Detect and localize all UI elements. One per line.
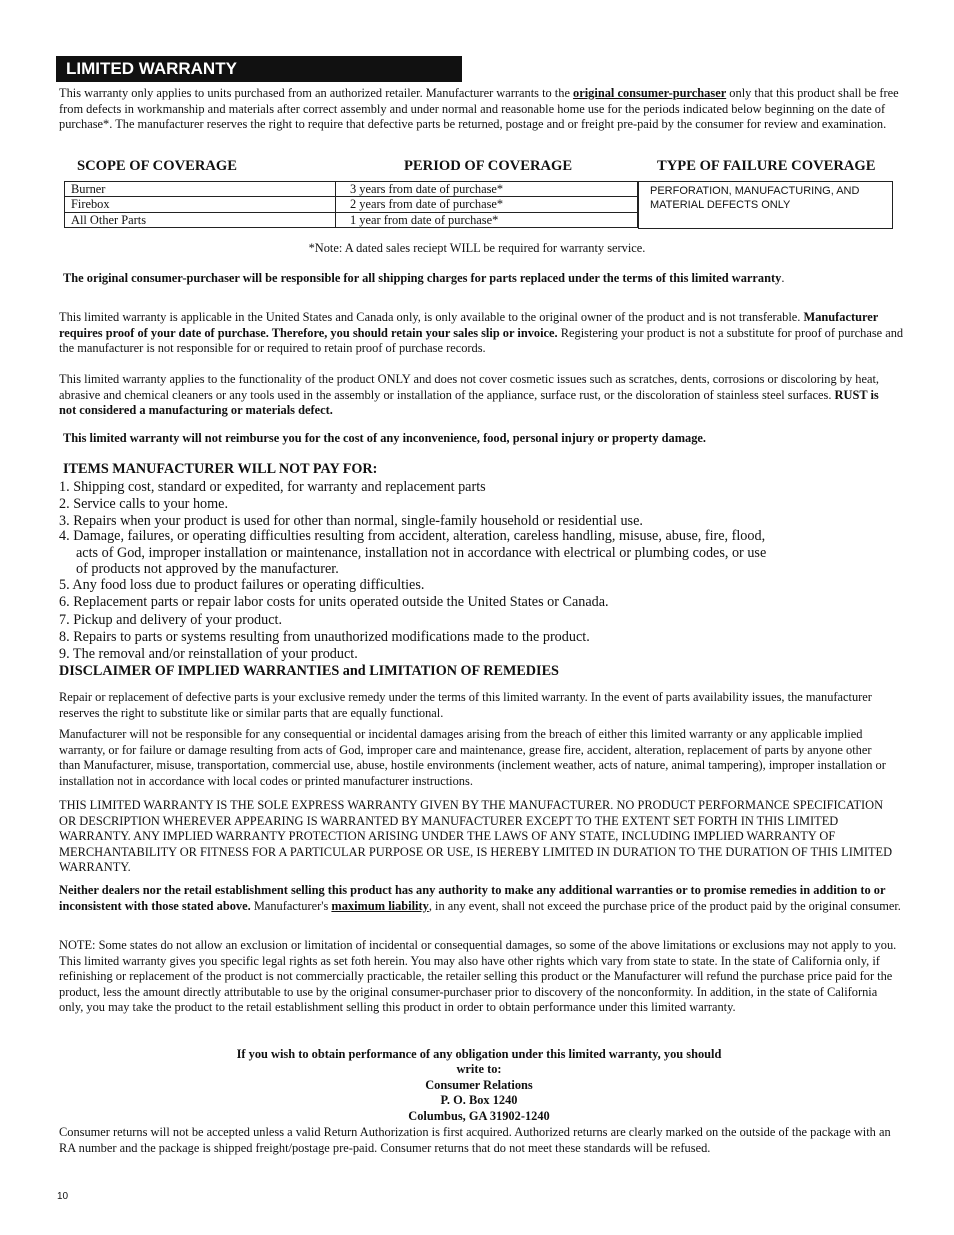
list-item: 8. Repairs to parts or systems resulting from unauthorized modifications made to the product. bbox=[59, 629, 590, 645]
list-item: of products not approved by the manufacturer. bbox=[76, 561, 339, 577]
intro-paragraph bbox=[59, 86, 909, 133]
disclaimer-paragraph-1: Repair or replacement of defective parts is your exclusive remedy under the terms of this limited warranty. In the event of parts availability issues, the manufacturer reserves the right to substitute like or similar parts that are equally functional. bbox=[59, 690, 872, 720]
returns-paragraph: Consumer returns will not be accepted unless a valid Return Authorization is first acquired. Authorized returns are clearly marked on the outside of the package with an RA number and the package is shipped freight/postage pre-paid. Consumer returns that do not meet these standards will be refused. bbox=[59, 1125, 891, 1155]
table-row bbox=[65, 212, 638, 227]
no-reimburse-paragraph: This limited warranty will not reimburse you for the cost of any inconvenience, food, personal injury or property damage. bbox=[63, 431, 707, 445]
contact-line-5: Columbus, GA 31902-1240 bbox=[408, 1109, 550, 1123]
failure-type-box: PERFORATION, MANUFACTURING, AND MATERIAL DEFECTS ONLY bbox=[638, 181, 893, 229]
liability-text-end: , in any event, shall not exceed the purchase price of the product paid by the original consumer. bbox=[428, 898, 901, 913]
intro-emphasis: original consumer-purchaser bbox=[573, 86, 727, 100]
items-heading: ITEMS MANUFACTURER WILL NOT PAY FOR: bbox=[63, 461, 378, 477]
period-cell: 1 year from date of purchase* bbox=[336, 212, 638, 227]
proof-of-purchase-text: Manufacturer requires proof of your date of purchase. Therefore, you should retain your sales slip or invoice. bbox=[59, 310, 879, 340]
rust-disclaimer: RUST is not considered a manufacturing or materials defect. bbox=[59, 387, 879, 418]
contact-line-1: If you wish to obtain performance of any obligation under this limited warranty, you should bbox=[236, 1047, 722, 1061]
shipping-paragraph bbox=[63, 271, 923, 287]
applicability-text: This limited warranty is applicable in the United States and Canada only, is only available to the original owner of the product and is not transferable. bbox=[59, 310, 804, 324]
period-cell: 2 years from date of purchase* bbox=[336, 197, 638, 212]
liability-text: Manufacturer's bbox=[250, 898, 332, 913]
failure-header: TYPE OF FAILURE COVERAGE bbox=[657, 158, 876, 174]
period-cell: 3 years from date of purchase* bbox=[336, 182, 638, 197]
period-header: PERIOD OF COVERAGE bbox=[404, 158, 573, 174]
table-row bbox=[65, 182, 638, 197]
applicability-text-end: Registering your product is not a substitute for proof of purchase and the manufacturer is not responsible for or required to retain proof of purchase records. bbox=[59, 325, 904, 356]
list-item: 5. Any food loss due to product failures or operating difficulties. bbox=[59, 577, 425, 593]
coverage-table bbox=[64, 181, 638, 228]
table-row bbox=[65, 197, 638, 212]
contact-line-3: Consumer Relations bbox=[425, 1078, 533, 1092]
maximum-liability-text: maximum liability bbox=[331, 898, 429, 913]
functionality-paragraph bbox=[59, 372, 895, 419]
list-item: 7. Pickup and delivery of your product. bbox=[59, 612, 283, 628]
part-cell: Burner bbox=[65, 182, 336, 197]
page-number: 10 bbox=[57, 1191, 69, 1202]
disclaimer-paragraph-3: THIS LIMITED WARRANTY IS THE SOLE EXPRESS WARRANTY GIVEN BY THE MANUFACTURER. NO PRODUCT PERFORMANCE SPECIFICATION OR DESCRIPTION WHEREVER APPEARING IS WARRANTED BY MANUFACTURER EXCEPT TO THE EXTENT SET FORTH IN THIS LIMITED WARRANTY. ANY IMPLIED WARRANTY PROTECTION ARISING UNDER THE LAWS OF ANY STATE, INCLUDING IMPLIED WARRANTY OF MERCHANTABILITY OR FITNESS FOR A PARTICULAR PURPOSE OR USE, IS HEREBY LIMITED IN DURATION TO THE DURATION OF THIS LIMITED WARRANTY. bbox=[59, 798, 893, 875]
scope-header: SCOPE OF COVERAGE bbox=[77, 158, 238, 174]
part-cell: Firebox bbox=[65, 197, 336, 212]
functionality-text: This limited warranty applies to the functionality of the product ONLY and does not cover cosmetic issues such as scratches, dents, corrosions or discoloring by heat, abrasive and chemical cleaners or any tools used in the assembly or installation of the appliance, surface rust, or the discoloration of stainless steel surfaces. bbox=[59, 372, 880, 402]
list-item: 9. The removal and/or reinstallation of your product. bbox=[59, 646, 358, 662]
shipping-period: . bbox=[781, 271, 785, 285]
applicability-paragraph bbox=[59, 310, 911, 357]
list-item: acts of God, improper installation or maintenance, installation not in accordance with electrical or plumbing codes, or use bbox=[76, 545, 767, 561]
disclaimer-heading: DISCLAIMER OF IMPLIED WARRANTIES and LIMITATION OF REMEDIES bbox=[59, 663, 559, 679]
dealer-authority-text: Neither dealers nor the retail establishment selling this product has any authority to make any additional warranties or to promise remedies in addition to or inconsistent with those stated above. bbox=[59, 883, 886, 913]
list-item: 2. Service calls to your home. bbox=[59, 496, 229, 512]
list-item: 4. Damage, failures, or operating difficulties resulting from accident, alteration, careless handling, misuse, abuse, fire, flood, bbox=[59, 528, 766, 544]
receipt-note: *Note: A dated sales reciept WILL be required for warranty service. bbox=[308, 241, 646, 255]
part-cell: All Other Parts bbox=[65, 212, 336, 227]
disclaimer-paragraph-4 bbox=[59, 883, 905, 914]
contact-line-4: P. O. Box 1240 bbox=[440, 1093, 518, 1107]
page-title: LIMITED WARRANTY bbox=[56, 56, 462, 82]
list-item: 6. Replacement parts or repair labor costs for units operated outside the United States or Canada. bbox=[59, 594, 609, 610]
list-item: 1. Shipping cost, standard or expedited, for warranty and replacement parts bbox=[59, 479, 486, 495]
list-item: 3. Repairs when your product is used for other than normal, single-family household or residential use. bbox=[59, 513, 643, 529]
intro-text: This warranty only applies to units purchased from an authorized retailer. Manufacturer warrants to the bbox=[59, 86, 574, 100]
disclaimer-paragraph-2: Manufacturer will not be responsible for any consequential or incidental damages arising from the breach of either this limited warranty or any applicable implied warranty, or for failure or damage resulting from acts of God, improper care and maintenance, grease fire, accident, alteration, replacement of parts by anyone other than Manufacturer, misuse, transportation, commercial use, abuse, hostile environments (inclement weather, acts of nature, animal tampering), improper installation or installation not in accordance with local codes or printed manufacturer instructions. bbox=[59, 727, 886, 788]
shipping-text: The original consumer-purchaser will be responsible for all shipping charges for parts replaced under the terms of this limited warranty bbox=[63, 271, 782, 285]
disclaimer-paragraph-5: NOTE: Some states do not allow an exclusion or limitation of incidental or consequential damages, so some of the above limitations or exclusions may not apply to you. This limited warranty gives you specific legal rights as set foth herein. You may also have other rights which vary from state to state. In the state of California only, if refinishing or replacement of the product is not commercially practicable, the retailer selling this product or the Manufacturer will refund the purchase price paid for the product, less the amount directly attributable to use by the original consumer-purchaser prior to discovery of the nonconformity. In addition, in the state of California only, you may take the product to the retail establishment selling this product in order to obtain performance under this limited warranty. bbox=[59, 938, 897, 1015]
contact-line-2: write to: bbox=[456, 1062, 502, 1076]
intro-text-end: only that this product shall be free from defects in workmanship and materials after correct assembly and under normal and reasonable home use for the periods indicated below beginning on the date of purchase*. The manufacturer reserves the right to require that defective parts be returned, postage and or freight pre-paid by the consumer for review and examination. bbox=[59, 86, 899, 132]
